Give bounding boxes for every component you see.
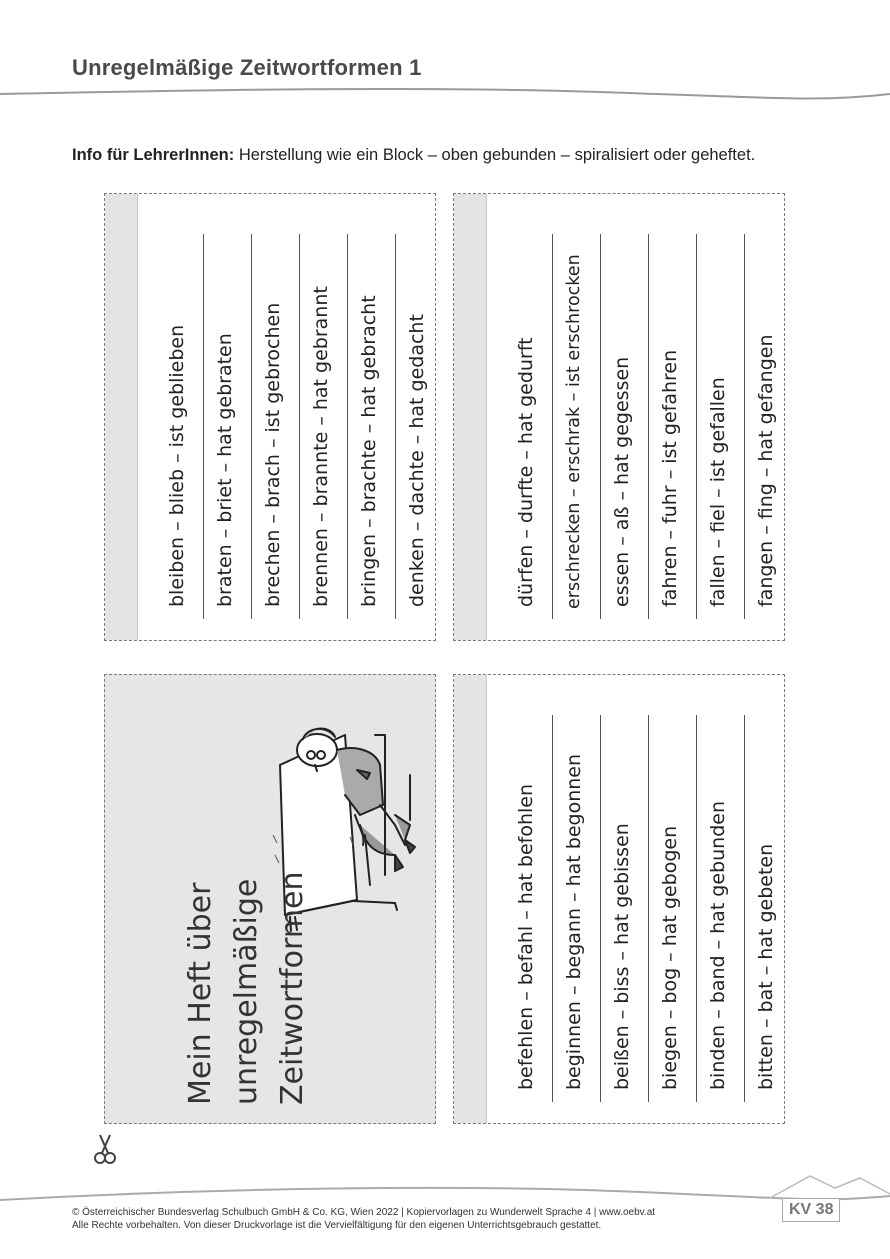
verb-forms: dürfen – durfte – hat gedurft [515, 337, 537, 607]
verb-forms: denken – dachte – hat gedacht [406, 314, 428, 607]
verb-forms: bleiben – blieb – ist geblieben [166, 324, 188, 607]
cover-line: unregelmäßige [229, 878, 264, 1105]
scissors-icon [92, 1133, 118, 1165]
verb-column [345, 214, 393, 629]
verb-column [694, 214, 742, 629]
binding-strip [105, 194, 138, 640]
verb-column [598, 214, 646, 629]
copyright-footer [72, 1206, 655, 1232]
verb-forms: erschrecken – erschrak – ist erschrocken [564, 254, 584, 609]
verb-column [153, 214, 201, 629]
verb-forms: beißen – biss – hat gebissen [611, 823, 633, 1090]
verb-forms: bringen – brachte – hat gebracht [358, 295, 380, 607]
verb-forms: essen – aß – hat gegessen [611, 356, 633, 607]
card-top-left [104, 193, 436, 641]
verb-column [598, 695, 646, 1112]
rights-line: Alle Rechte vorbehalten. Von dieser Druckvorlage ist die Vervielfältigung für den eigenen Unterrichtsgebrauch gestattet. [72, 1220, 602, 1231]
booklet-cover [104, 674, 436, 1124]
verb-column [502, 695, 550, 1112]
binding-strip [454, 194, 487, 640]
verb-column [646, 214, 694, 629]
teacher-info [72, 146, 755, 165]
verb-column [297, 214, 345, 629]
verb-column [742, 695, 790, 1112]
verb-column [393, 214, 441, 629]
verb-forms: befehlen – befahl – hat befohlen [515, 783, 537, 1090]
header-wave [0, 80, 890, 110]
cover-line: Mein Heft über [183, 882, 218, 1105]
verb-forms: fahren – fuhr – ist gefahren [659, 349, 681, 607]
teacher-info-label: Info für LehrerInnen: [72, 146, 235, 164]
card-bottom-right [453, 674, 785, 1124]
verb-forms: biegen – bog – hat gebogen [659, 825, 681, 1090]
verb-forms: binden – band – hat gebunden [707, 801, 729, 1090]
verb-column [249, 214, 297, 629]
cover-line: Zeitwortformen [275, 871, 310, 1105]
verb-forms: brennen – brannte – hat gebrannt [310, 286, 332, 607]
verb-forms: fangen – fing – hat gefangen [755, 334, 777, 607]
verb-forms: brechen – brach – ist gebrochen [262, 302, 284, 607]
verb-column [646, 695, 694, 1112]
footer-wave [0, 1170, 890, 1210]
page-title: Unregelmäßige Zeitwortformen 1 [72, 55, 422, 80]
verb-column [742, 214, 790, 629]
verb-forms: beginnen – begann – hat begonnen [563, 753, 585, 1090]
verb-forms: bitten – bat – hat gebeten [755, 843, 777, 1090]
verb-column [694, 695, 742, 1112]
binding-strip [454, 675, 487, 1123]
card-top-right [453, 193, 785, 641]
verb-forms: braten – briet – hat gebraten [214, 333, 236, 607]
verb-column [550, 214, 598, 629]
verb-column [502, 214, 550, 629]
verb-column [550, 695, 598, 1112]
copyright-line: © Österreichischer Bundesverlag Schulbuch GmbH & Co. KG, Wien 2022 | Kopiervorlagen zu Wunderwelt Sprache 4 | www.oebv.at [72, 1207, 656, 1218]
teacher-info-text: Herstellung wie ein Block – oben gebunden – spiralisiert oder geheftet. [234, 146, 756, 164]
verb-forms: fallen – fiel – ist gefallen [707, 377, 729, 607]
page-label: KV 38 [782, 1198, 840, 1222]
verb-column [201, 214, 249, 629]
